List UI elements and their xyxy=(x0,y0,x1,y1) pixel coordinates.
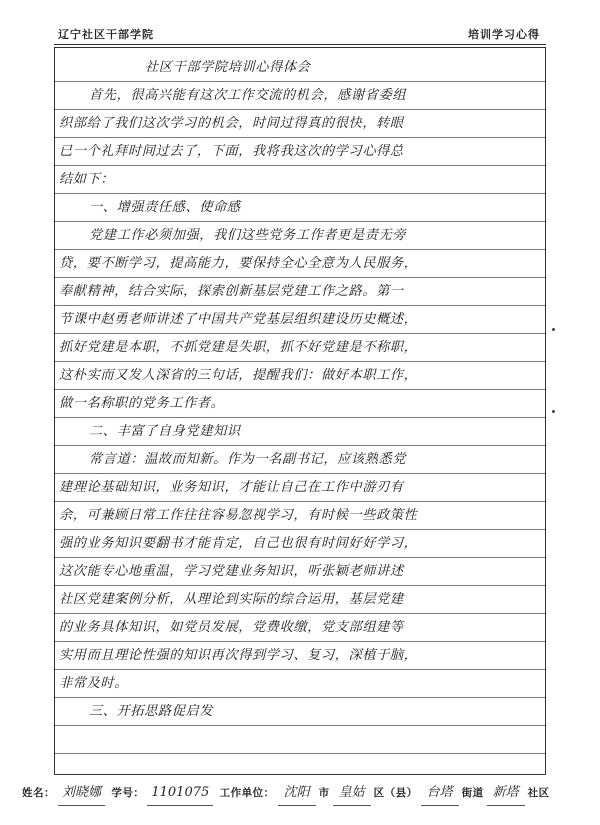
text-line: 建理论基础知识，业务知识，才能让自己在工作中游刃有 xyxy=(59,480,404,495)
text-line: 贷，要不断学习，提高能力，要保持全心全意为人民服务， xyxy=(59,256,418,271)
district-suffix: 区（县） xyxy=(373,787,418,799)
city-value: 沈阳 xyxy=(278,781,316,806)
text-line: 一、增强责任感、使命感 xyxy=(89,200,241,215)
text-line: 余，可兼顾日常工作往往容易忽视学习，有时候一些政策性 xyxy=(59,508,418,523)
lined-writing-area xyxy=(54,47,546,775)
text-line: 党建工作必须加强，我们这些党务工作者更是责无旁 xyxy=(89,228,407,243)
text-line: 实用而且理论性强的知识再次得到学习、复习，深植于脑， xyxy=(59,648,418,663)
student-info-footer xyxy=(22,781,580,805)
school-name-header: 辽宁社区干部学院 xyxy=(58,28,154,41)
text-line: 节课中赵勇老师讲述了中国共产党基层组织建设历史概述， xyxy=(59,312,418,327)
work-unit-label: 工作单位： xyxy=(219,787,275,799)
community-value: 新塔 xyxy=(487,781,525,806)
city-suffix: 市 xyxy=(318,787,330,799)
text-line: 的业务具体知识，如党员发展，党费收缴，党支部组建等 xyxy=(59,620,404,635)
sheet-title-header: 培训学习心得 xyxy=(468,28,540,41)
text-line: 常言道：温故而知新。作为一名副书记，应该熟悉党 xyxy=(89,452,407,467)
student-id-label: 学号： xyxy=(111,787,145,799)
text-line: 首先，很高兴能有这次工作交流的机会，感谢省委组 xyxy=(89,88,407,103)
text-line: 做一名称职的党务工作者。 xyxy=(59,396,225,411)
text-line: 二、丰富了自身党建知识 xyxy=(89,424,241,439)
header-rule xyxy=(54,44,546,45)
street-suffix: 街道 xyxy=(461,787,484,799)
text-line: 织部给了我们这次学习的机会，时间过得真的很快，转眼 xyxy=(59,116,404,131)
street-value: 台塔 xyxy=(421,781,459,806)
student-id-value: 1101075 xyxy=(147,781,213,806)
text-line: 强的业务知识要翻书才能肯定，自己也很有时间好好学习， xyxy=(59,536,418,551)
scan-speck xyxy=(552,410,555,413)
community-suffix: 社区 xyxy=(527,787,550,799)
text-line: 奉献精神，结合实际，探索创新基层党建工作之路。第一 xyxy=(59,284,404,299)
essay-title: 社区干部学院培训心得体会 xyxy=(145,60,311,75)
text-line: 抓好党建是本职，不抓党建是失职，抓不好党建是不称职， xyxy=(59,340,418,355)
text-line: 已一个礼拜时间过去了，下面，我将我这次的学习心得总 xyxy=(59,144,404,159)
text-line: 三、开拓思路促启发 xyxy=(89,704,214,719)
scan-speck xyxy=(552,328,555,331)
name-value: 刘晓娜 xyxy=(58,781,105,806)
name-label: 姓名： xyxy=(22,787,55,799)
text-line: 社区党建案例分析，从理论到实际的综合运用，基层党建 xyxy=(59,592,404,607)
text-line: 非常及时。 xyxy=(59,676,128,691)
district-value: 皇姑 xyxy=(333,781,371,806)
text-line: 这朴实而又发人深省的三句话，提醒我们：做好本职工作， xyxy=(59,368,418,383)
text-line: 结如下： xyxy=(59,172,115,187)
text-line: 这次能专心地重温，学习党建业务知识，听张颖老师讲述 xyxy=(59,564,404,579)
